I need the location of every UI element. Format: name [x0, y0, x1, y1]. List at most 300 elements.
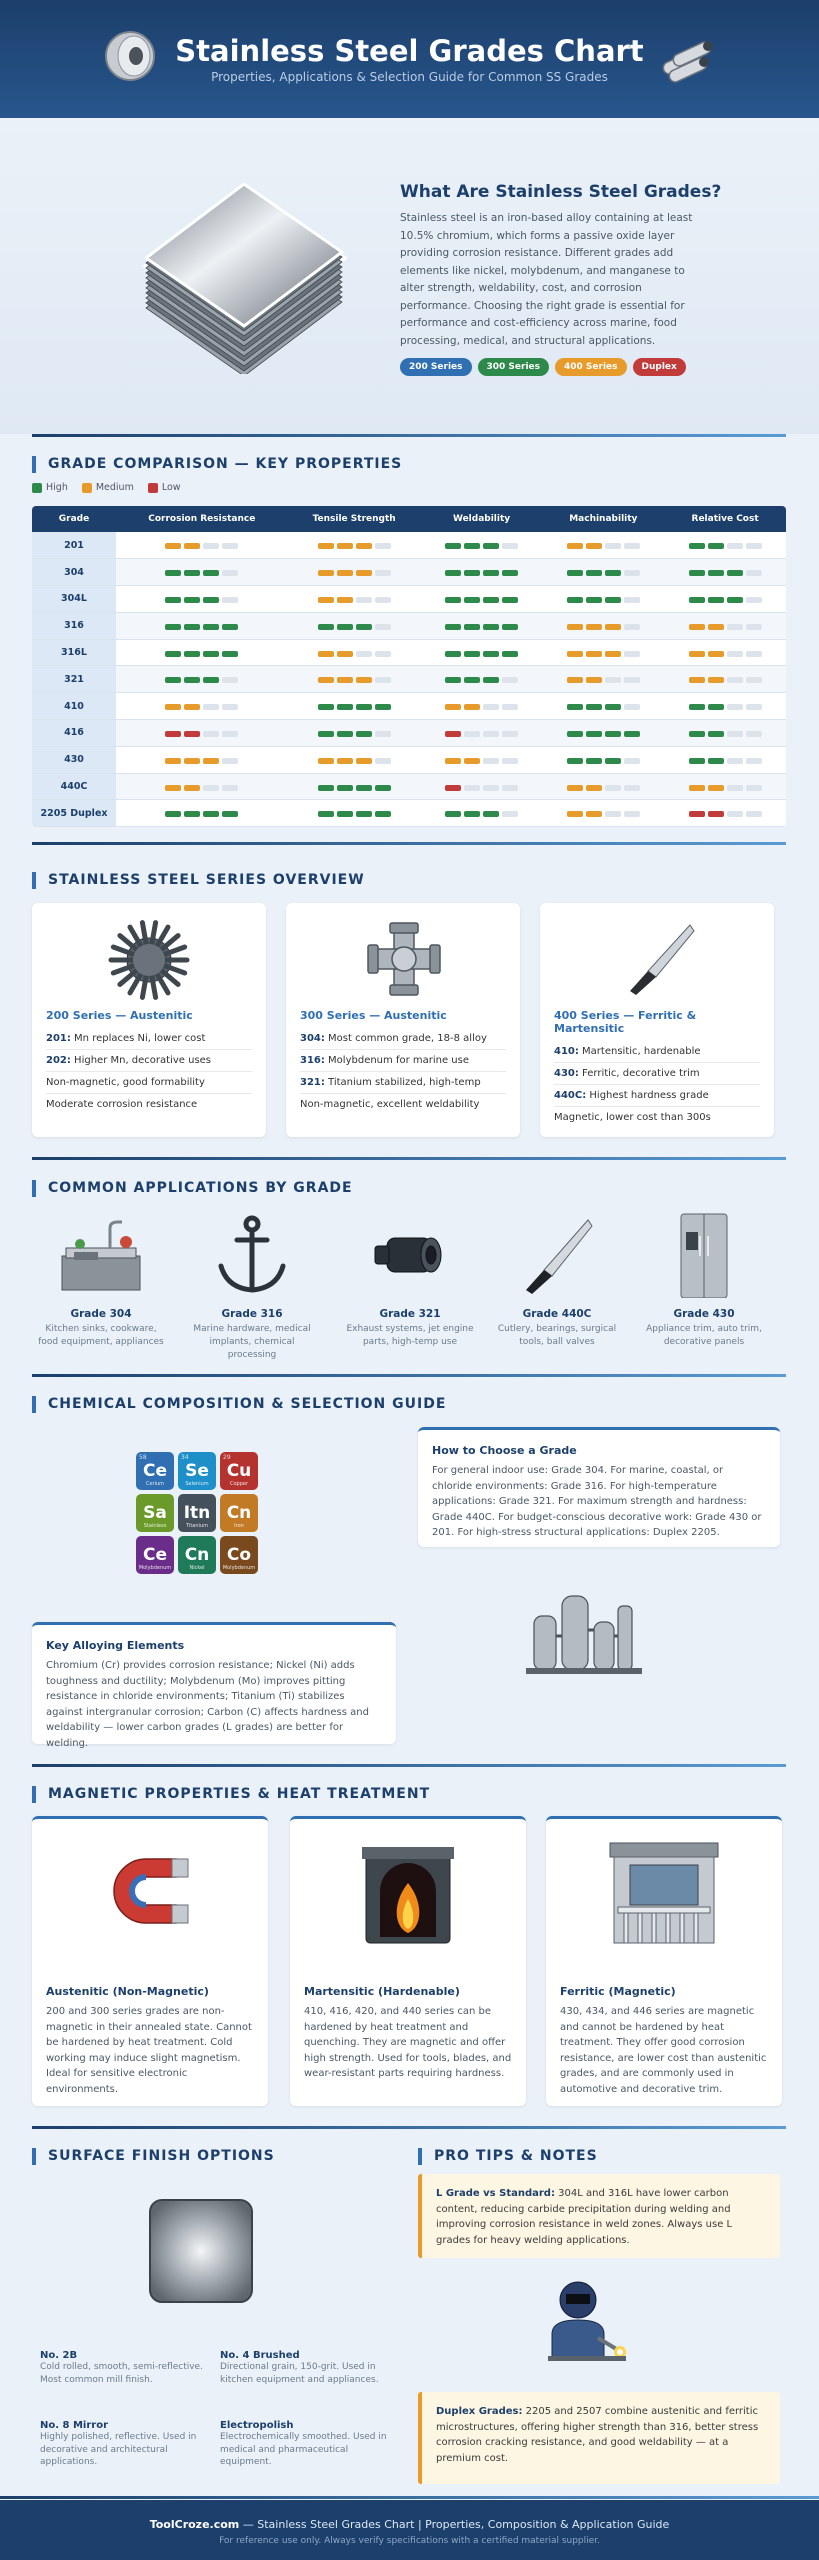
element-number: 58 — [139, 1454, 147, 1461]
rating-bar — [165, 785, 181, 791]
rating-bar — [483, 543, 499, 549]
rating-bar — [624, 811, 640, 817]
series-300-card — [286, 903, 520, 1137]
series-pills — [400, 354, 692, 376]
rating-bar — [586, 758, 602, 764]
application-grade: Grade 440C — [522, 1308, 592, 1320]
element-tile — [220, 1494, 258, 1532]
rating-bar — [445, 677, 461, 683]
grade-key: 440C: — [554, 1090, 587, 1101]
rating-cell — [288, 693, 421, 720]
element-tile — [178, 1536, 216, 1574]
rating-bar — [605, 704, 621, 710]
legend-item — [82, 482, 134, 493]
grade-desc: Ferritic, decorative trim — [578, 1068, 700, 1079]
rating-bar — [203, 651, 219, 657]
rating-cell — [542, 559, 664, 586]
rating-bar — [165, 651, 181, 657]
rating-bar — [708, 543, 724, 549]
rating-bar — [708, 624, 724, 630]
rating-bar — [464, 543, 480, 549]
column-header: Tensile Strength — [288, 506, 421, 532]
rating-bar — [586, 543, 602, 549]
rating-bar — [165, 704, 181, 710]
rating-bar — [689, 704, 705, 710]
rating-bar — [689, 758, 705, 764]
metal-shavings-icon — [104, 917, 194, 1003]
element-tile — [220, 1536, 258, 1574]
rating-bar — [356, 651, 372, 657]
rating-bar — [222, 785, 238, 791]
rating-bar — [464, 758, 480, 764]
rating-bar — [502, 570, 518, 576]
element-symbol: Se — [185, 1461, 209, 1481]
rating-bar — [567, 758, 583, 764]
anchor-icon — [207, 1212, 297, 1298]
rating-bar — [708, 731, 724, 737]
rating-bar — [375, 543, 391, 549]
series-row — [300, 1028, 506, 1050]
finish-desc: Directional grain, 150-grit. Used in kitchen equipment and appliances. — [220, 2362, 379, 2385]
series-card-title: 200 Series — Austenitic — [46, 1009, 193, 1022]
rating-bar — [727, 570, 743, 576]
rating-bar — [318, 677, 334, 683]
rating-bar — [502, 785, 518, 791]
footer-brand-link[interactable]: ToolCroze.com — [149, 2518, 240, 2531]
application-desc: Marine hardware, medical implants, chemical processing — [193, 1324, 311, 1360]
rating-bar — [605, 731, 621, 737]
application-item — [187, 1212, 317, 1362]
rating-bar — [318, 704, 334, 710]
rating-bar — [375, 624, 391, 630]
rating-bar — [708, 651, 724, 657]
rating-bar — [464, 811, 480, 817]
grade-key: 410: — [554, 1046, 579, 1057]
austenitic-card — [32, 1816, 268, 2106]
rating-bar — [605, 570, 621, 576]
industrial-plant-icon — [526, 1586, 642, 1676]
finish-item — [220, 2350, 400, 2386]
pipe-fitting-cross-icon — [366, 921, 442, 997]
rating-cell — [421, 720, 543, 747]
application-desc: Kitchen sinks, cookware, food equipment, appliances — [38, 1324, 164, 1347]
rating-bar — [746, 704, 762, 710]
rating-cell — [542, 720, 664, 747]
series-pill: Duplex — [633, 358, 686, 376]
rating-bar — [727, 811, 743, 817]
grade-desc: Non-magnetic, good formability — [46, 1077, 205, 1088]
legend-swatch — [148, 483, 158, 493]
grade-name: 2205 Duplex — [32, 800, 116, 827]
rating-bar — [727, 785, 743, 791]
rating-bar — [184, 597, 200, 603]
rating-bar — [203, 731, 219, 737]
grade-name: 201 — [32, 532, 116, 559]
rating-cell — [421, 586, 543, 613]
rating-cell — [421, 666, 543, 693]
tip-text: 2205 and 2507 combine austenitic and ferritic microstructures, offering higher strength than 316, better stress corrosion cracking resistance, and good weldability — at a premium cost. — [436, 2406, 759, 2464]
finish-desc: Cold rolled, smooth, semi-reflective. Most common mill finish. — [40, 2362, 203, 2385]
rating-bar — [222, 731, 238, 737]
element-symbol: Co — [226, 1545, 252, 1565]
section-divider — [32, 1157, 786, 1160]
element-tile — [136, 1452, 174, 1490]
intro-heading: What Are Stainless Steel Grades? — [400, 182, 722, 202]
series-row — [300, 1050, 506, 1072]
rating-bar — [624, 651, 640, 657]
rating-bar — [445, 758, 461, 764]
rating-cell — [116, 746, 288, 773]
table-row — [32, 693, 786, 720]
rating-bar — [184, 624, 200, 630]
rating-bar — [222, 677, 238, 683]
page-subtitle: Properties, Applications & Selection Guide for Common SS Grades — [211, 70, 608, 84]
finish-desc: Highly polished, reflective. Used in decorative and architectural applications. — [40, 2432, 197, 2467]
table-row — [32, 800, 786, 827]
rating-cell — [421, 612, 543, 639]
grade-name: 316L — [32, 639, 116, 666]
rating-bar — [746, 624, 762, 630]
rating-bar — [337, 704, 353, 710]
page-header — [0, 0, 819, 118]
rating-bar — [318, 758, 334, 764]
alloying-elements-title: Key Alloying Elements — [46, 1639, 185, 1652]
rating-bar — [502, 758, 518, 764]
table-row — [32, 639, 786, 666]
magnetic-card-title: Martensitic (Hardenable) — [304, 1985, 460, 1998]
legend-label: Low — [161, 482, 181, 493]
rating-bar — [165, 624, 181, 630]
finish-item — [40, 2420, 220, 2469]
series-row — [46, 1094, 252, 1115]
rating-cell — [664, 532, 786, 559]
legend-label: Medium — [95, 482, 134, 493]
rating-bar — [727, 704, 743, 710]
rating-cell — [542, 586, 664, 613]
rating-bar — [222, 597, 238, 603]
ferritic-content — [560, 1985, 770, 2097]
intro-section — [0, 118, 819, 434]
table-row — [32, 720, 786, 747]
rating-cell — [288, 800, 421, 827]
rating-bar — [356, 785, 372, 791]
grade-desc: Molybdenum for marine use — [324, 1055, 469, 1066]
grade-desc: Martensitic, hardenable — [578, 1046, 701, 1057]
rating-bar — [375, 704, 391, 710]
rating-bar — [337, 543, 353, 549]
rating-bar — [586, 651, 602, 657]
rating-cell — [288, 612, 421, 639]
element-symbol: Itn — [183, 1503, 211, 1523]
rating-legend — [32, 482, 195, 493]
rating-cell — [288, 532, 421, 559]
rating-cell — [664, 612, 786, 639]
rating-bar — [203, 758, 219, 764]
series-row — [554, 1041, 760, 1063]
rating-cell — [421, 746, 543, 773]
rating-bar — [445, 785, 461, 791]
finish-title: SURFACE FINISH OPTIONS — [32, 2148, 275, 2165]
rating-bar — [464, 651, 480, 657]
element-label: Copper — [229, 1481, 249, 1487]
application-grade: Grade 430 — [673, 1308, 735, 1320]
finish-item — [220, 2420, 400, 2469]
rating-bar — [586, 597, 602, 603]
rating-bar — [605, 651, 621, 657]
rating-bar — [567, 651, 583, 657]
rating-bar — [356, 677, 372, 683]
section-divider — [0, 2496, 819, 2499]
rating-bar — [586, 704, 602, 710]
legend-item — [148, 482, 181, 493]
series-card-title: 400 Series — Ferritic & Martensitic — [554, 1009, 697, 1035]
finish-name: No. 2B — [40, 2350, 78, 2361]
series-400-content — [554, 1009, 760, 1128]
table-row — [32, 586, 786, 613]
grade-desc: Mn replaces Ni, lower cost — [70, 1033, 206, 1044]
element-label: Iron — [234, 1523, 244, 1529]
series-200-rows — [46, 1028, 252, 1115]
rating-bar — [605, 811, 621, 817]
series-200-card — [32, 903, 266, 1137]
application-item — [639, 1212, 769, 1349]
series-400-card — [540, 903, 774, 1137]
series-300-rows — [300, 1028, 506, 1115]
footer-text: — Stainless Steel Grades Chart | Properties, Composition & Application Guide — [239, 2518, 670, 2531]
element-label: Titanium — [186, 1523, 208, 1529]
application-item — [345, 1212, 475, 1349]
knife-icon — [618, 919, 698, 999]
element-label: Nickel — [189, 1565, 205, 1571]
rating-cell — [288, 746, 421, 773]
rating-bar — [483, 758, 499, 764]
series-row — [46, 1050, 252, 1072]
rating-bar — [337, 570, 353, 576]
finish-item — [40, 2350, 220, 2386]
rating-bar — [746, 731, 762, 737]
element-tile — [136, 1536, 174, 1574]
rating-cell — [421, 532, 543, 559]
rating-bar — [445, 543, 461, 549]
element-tile — [178, 1452, 216, 1490]
column-header: Weldability — [421, 506, 543, 532]
rating-bar — [184, 570, 200, 576]
rating-bar — [689, 651, 705, 657]
grade-name: 410 — [32, 693, 116, 720]
rating-bar — [165, 731, 181, 737]
column-header: Relative Cost — [664, 506, 786, 532]
rating-bar — [318, 624, 334, 630]
rating-bar — [624, 597, 640, 603]
rating-bar — [502, 677, 518, 683]
magnetic-card-text: 430, 434, and 446 series are magnetic and cannot be hardened by heat treatment. They offer good corrosion resistance, are lower cost than austenitic grades, and are commonly used in automotive and decorative trim. — [560, 2006, 767, 2095]
rating-bar — [689, 624, 705, 630]
tip-l-grade — [418, 2174, 780, 2258]
rating-bar — [464, 570, 480, 576]
rating-bar — [567, 731, 583, 737]
rating-bar — [445, 597, 461, 603]
rating-bar — [567, 677, 583, 683]
grade-name: 416 — [32, 720, 116, 747]
rating-bar — [689, 811, 705, 817]
rating-bar — [483, 704, 499, 710]
rating-bar — [445, 704, 461, 710]
rating-bar — [727, 543, 743, 549]
kitchen-sink-icon — [56, 1212, 146, 1298]
rating-bar — [567, 597, 583, 603]
element-label: Molybdenum — [222, 1565, 256, 1571]
rating-cell — [542, 612, 664, 639]
rating-cell — [116, 532, 288, 559]
grade-key: 430: — [554, 1068, 579, 1079]
rating-bar — [318, 597, 334, 603]
rating-bar — [318, 731, 334, 737]
grade-key: 304: — [300, 1033, 325, 1044]
rating-bar — [318, 570, 334, 576]
intro-text: Stainless steel is an iron-based alloy containing at least 10.5% chromium, which forms a passive oxide layer providing corrosion resistance. Different grades add elements like nickel, molybdenum, and manganese to alter strength, weldability, cost, and corrosion performance. Choosing the right grade is essential for performance and cost-efficiency across marine, food processing, medical, and structural applications. — [400, 212, 693, 347]
magnetic-card-title: Ferritic (Magnetic) — [560, 1985, 676, 1998]
element-symbol: Cn — [226, 1503, 252, 1523]
rating-bar — [605, 758, 621, 764]
rating-bar — [464, 597, 480, 603]
rating-cell — [116, 720, 288, 747]
rating-bar — [222, 624, 238, 630]
legend-swatch — [82, 483, 92, 493]
ferritic-card — [546, 1816, 782, 2106]
rating-cell — [664, 773, 786, 800]
grade-key: 321: — [300, 1077, 325, 1088]
application-item — [36, 1212, 166, 1349]
rating-bar — [184, 677, 200, 683]
rating-bar — [483, 785, 499, 791]
element-label: Selenium — [185, 1481, 209, 1487]
series-200-content — [46, 1009, 252, 1115]
rating-bar — [203, 543, 219, 549]
rating-cell — [542, 666, 664, 693]
rating-cell — [664, 586, 786, 613]
rating-cell — [116, 612, 288, 639]
rating-cell — [542, 693, 664, 720]
rating-bar — [502, 624, 518, 630]
rating-cell — [664, 559, 786, 586]
tips-title: PRO TIPS & NOTES — [418, 2148, 598, 2165]
magnetic-card-text: 410, 416, 420, and 440 series can be hardened by heat treatment and quenching. They are magnetic and offer high strength. Used for tools, blades, and wear-resistant parts requiring hardness. — [304, 2006, 512, 2079]
rating-bar — [222, 570, 238, 576]
magnetic-title: MAGNETIC PROPERTIES & HEAT TREATMENT — [32, 1786, 430, 1803]
application-grade: Grade 304 — [70, 1308, 132, 1320]
application-desc: Exhaust systems, jet engine parts, high-temp use — [346, 1324, 474, 1347]
rating-cell — [288, 666, 421, 693]
rating-bar — [165, 811, 181, 817]
rating-bar — [567, 570, 583, 576]
rating-cell — [116, 639, 288, 666]
rating-bar — [464, 624, 480, 630]
tip-text: 304L and 316L have lower carbon content, reducing carbide precipitation during welding and improving corrosion resistance in weld zones. Always use L grades for heavy welding applications. — [436, 2188, 733, 2246]
rating-bar — [727, 624, 743, 630]
rating-bar — [502, 704, 518, 710]
element-tile — [136, 1494, 174, 1532]
column-header: Corrosion Resistance — [116, 506, 288, 532]
rating-bar — [203, 570, 219, 576]
grade-desc: Magnetic, lower cost than 300s — [554, 1112, 711, 1123]
magnetic-card-text: 200 and 300 series grades are non-magnetic in their annealed state. Cannot be hardened by heat treatment. Cold working may induce slight magnetism. Ideal for sensitive electronic environments. — [46, 2006, 252, 2095]
series-row — [46, 1028, 252, 1050]
rating-bar — [375, 597, 391, 603]
building-facade-icon — [604, 1841, 724, 1945]
series-row — [46, 1072, 252, 1094]
rating-bar — [605, 597, 621, 603]
rating-bar — [318, 811, 334, 817]
applications-title: COMMON APPLICATIONS BY GRADE — [32, 1180, 353, 1197]
rating-bar — [222, 811, 238, 817]
magnetic-card-title: Austenitic (Non-Magnetic) — [46, 1985, 209, 1998]
grade-comparison-table — [32, 506, 786, 827]
grade-name: 430 — [32, 746, 116, 773]
rating-bar — [746, 597, 762, 603]
martensitic-content — [304, 1985, 514, 2082]
rating-bar — [356, 731, 372, 737]
series-row — [554, 1107, 760, 1128]
rating-bar — [708, 570, 724, 576]
rating-cell — [421, 639, 543, 666]
grade-name: 304L — [32, 586, 116, 613]
rating-cell — [664, 666, 786, 693]
rating-bar — [483, 624, 499, 630]
element-symbol: Ce — [142, 1461, 167, 1481]
chemical-title: CHEMICAL COMPOSITION & SELECTION GUIDE — [32, 1396, 446, 1413]
table-row — [32, 746, 786, 773]
rating-bar — [184, 758, 200, 764]
grade-desc: Titanium stabilized, high-temp — [324, 1077, 481, 1088]
series-title: STAINLESS STEEL SERIES OVERVIEW — [32, 872, 365, 889]
grade-key: 202: — [46, 1055, 71, 1066]
exhaust-part-icon — [365, 1212, 455, 1298]
rating-bar — [483, 677, 499, 683]
martensitic-card — [290, 1816, 526, 2106]
element-symbol: Cn — [184, 1545, 210, 1565]
element-number: 29 — [223, 1454, 231, 1461]
rating-bar — [184, 651, 200, 657]
rating-bar — [356, 811, 372, 817]
rating-bar — [445, 624, 461, 630]
rating-bar — [483, 651, 499, 657]
rating-cell — [421, 693, 543, 720]
element-number: 34 — [181, 1454, 189, 1461]
grade-desc: Non-magnetic, excellent weldability — [300, 1099, 480, 1110]
element-symbol: Cu — [226, 1461, 252, 1481]
rating-cell — [421, 559, 543, 586]
rating-bar — [318, 651, 334, 657]
rating-bar — [502, 651, 518, 657]
rating-bar — [567, 785, 583, 791]
section-divider — [32, 1764, 786, 1767]
grade-name: 321 — [32, 666, 116, 693]
rating-bar — [586, 624, 602, 630]
page-footer — [0, 2500, 819, 2560]
rating-bar — [375, 731, 391, 737]
rating-bar — [746, 570, 762, 576]
rating-bar — [165, 677, 181, 683]
rating-cell — [288, 720, 421, 747]
series-row — [300, 1072, 506, 1094]
rating-bar — [746, 651, 762, 657]
magnet-icon — [96, 1841, 204, 1941]
rating-bar — [203, 624, 219, 630]
alloying-elements-card — [32, 1622, 396, 1749]
rating-bar — [318, 543, 334, 549]
rating-bar — [203, 811, 219, 817]
rating-bar — [624, 677, 640, 683]
